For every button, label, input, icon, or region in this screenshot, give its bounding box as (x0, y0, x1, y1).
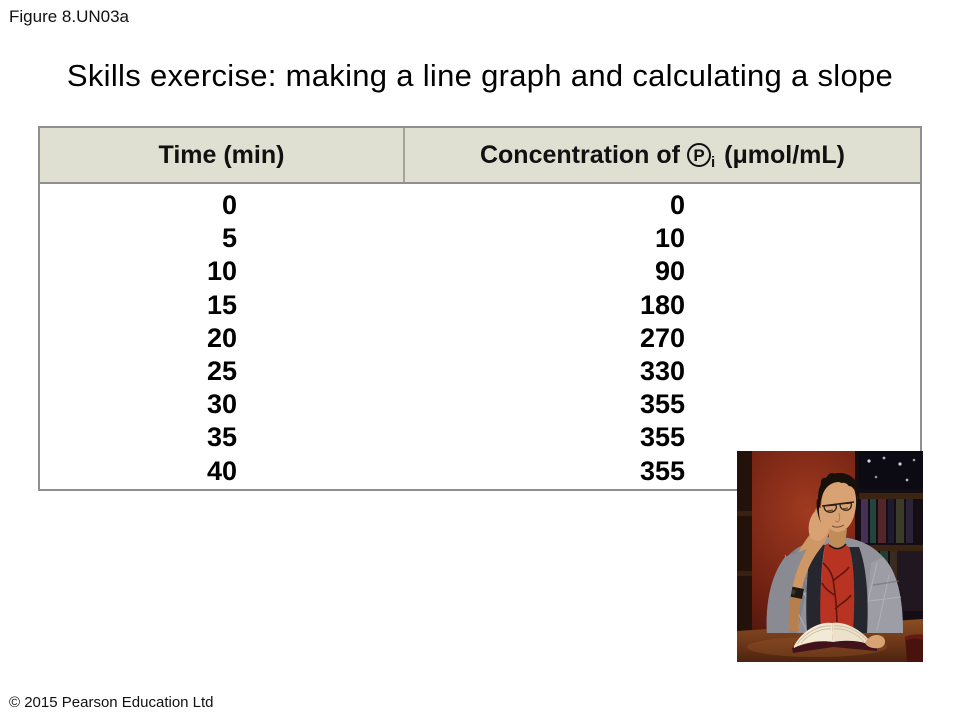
concentration-column-header (405, 128, 920, 182)
time-cell: 15 (206, 289, 237, 320)
time-cell: 5 (221, 223, 237, 254)
concentration-cell: 355 (639, 389, 685, 420)
time-cell: 0 (221, 190, 237, 221)
figure-label: Figure 8.UN03a (9, 7, 130, 26)
data-table (38, 126, 922, 491)
time-cell: 10 (206, 256, 237, 287)
time-cell: 20 (206, 322, 237, 353)
concentration-cell: 90 (654, 256, 685, 287)
concentration-cell: 10 (654, 223, 685, 254)
time-column-header: Time (min) (40, 128, 405, 182)
concentration-header-text: Concentration of (479, 140, 680, 169)
table-body (40, 184, 920, 488)
table-row (40, 289, 920, 322)
table-row (40, 255, 920, 288)
concentration-cell: 270 (639, 322, 685, 353)
table-row (40, 189, 920, 222)
time-cell: 25 (206, 356, 237, 387)
table-row (40, 421, 920, 454)
student-reading-photo (737, 451, 923, 662)
concentration-cell: 0 (669, 190, 685, 221)
concentration-cell: 180 (639, 289, 685, 320)
phosphate-circled-p-symbol: P (687, 143, 711, 167)
table-row (40, 222, 920, 255)
student-photo-illustration (737, 451, 923, 662)
concentration-cell: 355 (639, 422, 685, 453)
concentration-header-units: (μmol/mL) (724, 140, 845, 169)
copyright-text: © 2015 Pearson Education Ltd (9, 694, 214, 711)
table-row (40, 388, 920, 421)
slide-title: Skills exercise: making a line graph and calculating a slope (66, 58, 894, 93)
phosphate-subscript: i (710, 153, 716, 171)
time-cell: 35 (206, 422, 237, 453)
time-cell: 30 (206, 389, 237, 420)
table-row (40, 355, 920, 388)
time-cell: 40 (206, 455, 237, 486)
table-header-row (40, 128, 920, 184)
table-row (40, 322, 920, 355)
concentration-cell: 330 (639, 356, 685, 387)
concentration-cell: 355 (639, 455, 685, 486)
